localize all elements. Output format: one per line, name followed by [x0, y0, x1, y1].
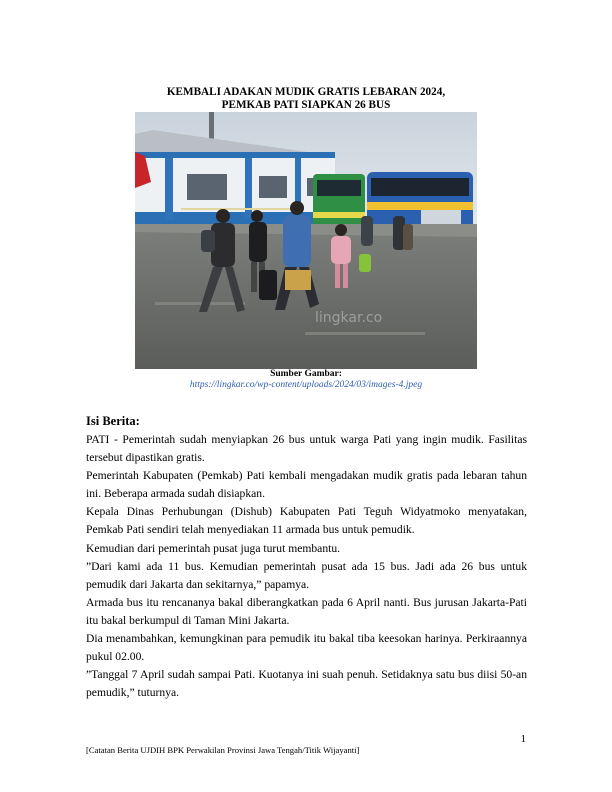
page-number: 1	[520, 733, 526, 745]
article-body	[86, 431, 527, 702]
paragraph: Kemudian dari pemerintah pusat juga turut membantu.	[86, 541, 341, 555]
news-photo	[135, 112, 477, 369]
section-heading: Isi Berita:	[86, 414, 140, 428]
paragraph: ”Tanggal 7 April sudah sampai Pati. Kuotanya ini suah penuh. Setidaknya satu bus diisi 50-an pemudik,” tuturnya.	[86, 668, 527, 700]
title-line-2: PEMKAB PATI SIAPKAN 26 BUS	[221, 99, 391, 111]
paragraph: Dia menambahkan, kemungkinan para pemudik itu bakal tiba keesokan harinya. Perkiraannya pukul 02.00.	[86, 632, 527, 664]
paragraph: ”Dari kami ada 11 bus. Kemudian pemerintah pusat ada 15 bus. Jadi ada 26 bus untuk pemudik dari Jakarta dan sekitarnya,” papamya.	[86, 559, 527, 591]
paragraph: Pemerintah Kabupaten (Pemkab) Pati kembali mengadakan mudik gratis pada lebaran tahun ini. Beberapa armada sudah disiapkan.	[86, 469, 527, 501]
title-line-1: KEMBALI ADAKAN MUDIK GRATIS LEBARAN 2024,	[166, 86, 446, 98]
image-source-label: Sumber Gambar:	[270, 369, 342, 379]
photo-watermark: lingkar.co	[315, 310, 383, 326]
paragraph: Armada bus itu rencananya bakal diberangkatkan pada 6 April nanti. Bus jurusan Jakarta-Pati itu bakal berkumpul di Taman Mini Jakarta.	[86, 595, 527, 627]
image-source-url[interactable]: https://lingkar.co/wp-content/uploads/2024/03/images-4.jpeg	[189, 380, 423, 390]
paragraph: Kepala Dinas Perhubungan (Dishub) Kabupaten Pati Teguh Widyatmoko menyatakan, Pemkab Pati sendiri telah menyediakan 11 armada bus untuk pemudik.	[86, 505, 527, 537]
paragraph: PATI - Pemerintah sudah menyiapkan 26 bus untuk warga Pati yang ingin mudik. Fasilitas tersebut dipastikan gratis.	[86, 433, 527, 465]
page-footer: [Catatan Berita UJDIH BPK Perwakilan Provinsi Jawa Tengah/Titik Wijayanti]	[86, 745, 360, 755]
